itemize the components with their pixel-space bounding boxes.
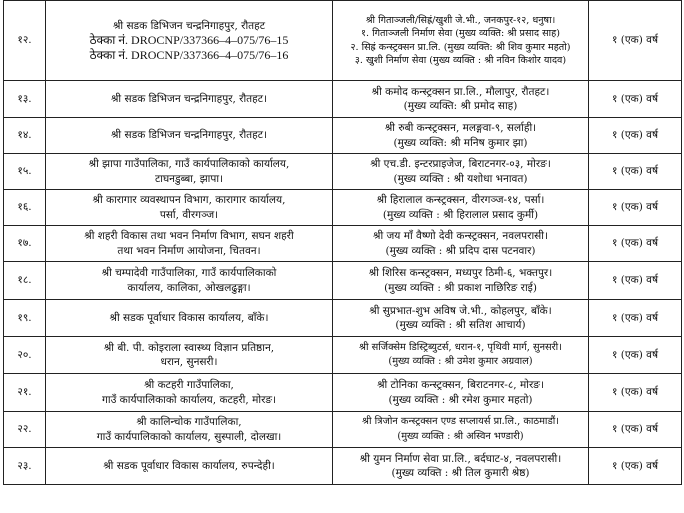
- duration-cell: १ (एक) वर्ष: [589, 412, 682, 448]
- serial-number: १४.: [4, 118, 46, 154]
- office-line: श्री सडक पूर्वाधार विकास कार्यालय, बाँके।: [109, 311, 269, 324]
- contractor-cell: [333, 226, 589, 262]
- office-line: कार्यालय, कालिका, ओखलढुङ्गा।: [127, 281, 251, 294]
- office-line: श्री कालिन्चोक गाउँपालिका,: [136, 416, 242, 428]
- office-line: श्री सडक पूर्वाधार विकास कार्यालय, रुपन्देही।: [103, 459, 275, 472]
- office-cell: [46, 448, 333, 485]
- contractor-cell: [333, 1, 589, 81]
- office-cell: [46, 81, 333, 118]
- contractor-line: श्री कमोद कन्स्ट्रक्सन प्रा.लि., मौलापुर, रौतहट।: [371, 85, 550, 98]
- serial-number: १६.: [4, 190, 46, 226]
- office-cell: [46, 374, 333, 412]
- contractor-line: श्री हिरालाल कन्स्ट्रक्सन, वीरगञ्ज-१४, पर्सा।: [376, 194, 545, 206]
- contractor-cell: [333, 118, 589, 154]
- office-line: ठेक्का नं. DROCNP/337366–4–075/76–16: [89, 47, 289, 62]
- contractor-line: श्री गिताञ्जली/सिह्रं/खुशी जे.भी., जनकपुर-१२, धनुषा।: [365, 14, 556, 26]
- contractor-line: श्री रुबी कन्स्ट्रक्सन, मलङ्गवा-९, सर्लाही।: [384, 122, 537, 134]
- office-line: श्री कारागार व्यवस्थापन विभाग, कारागार कार्यालय,: [92, 194, 286, 206]
- serial-number: १७.: [4, 226, 46, 262]
- office-line: श्री झापा गाउँपालिका, गाउँ कार्यपालिकाको कार्यालय,: [88, 158, 290, 170]
- office-cell: [46, 154, 333, 190]
- contractor-cell: [333, 81, 589, 118]
- contractor-line: श्री सुप्रभात-शुभ अविष जे.भी., कोहलपुर, बाँके।: [369, 304, 552, 317]
- contractor-line: (मुख्य व्यक्ति : श्री तिल कुमारी श्रेष्ठ): [391, 467, 530, 479]
- contractor-cell: [333, 190, 589, 226]
- table-row: [4, 412, 682, 448]
- contractor-line: श्री शिरिस कन्स्ट्रक्सन, मध्यपुर ठिमी-६, भक्तपुर।: [368, 267, 553, 279]
- serial-number: २०.: [4, 337, 46, 374]
- office-cell: [46, 337, 333, 374]
- duration-cell: १ (एक) वर्ष: [589, 300, 682, 337]
- office-cell: [46, 262, 333, 300]
- contractor-line: ३. खुशी निर्माण सेवा (मुख्य व्यक्ति : श्री नविन किशोर यादव): [354, 55, 567, 66]
- duration-cell: १ (एक) वर्ष: [589, 118, 682, 154]
- blacklist-notice-table: [3, 0, 682, 485]
- office-line: गाउँ कार्यपालिकाको कार्यालय, सुस्पाली, दोलखा।: [96, 430, 282, 443]
- contractor-line: श्री जय माँ वैष्णो देवी कन्स्ट्रक्सन, नवलपरासी।: [373, 230, 548, 242]
- contractor-line: श्री युमन निर्माण सेवा प्रा.लि., बर्दघाट-४, नवलपरासी।: [359, 452, 562, 465]
- office-cell: [46, 1, 333, 81]
- contractor-line: (मुख्य व्यक्ति: श्री प्रमोद साह): [403, 100, 518, 112]
- serial-number: २३.: [4, 448, 46, 485]
- contractor-line: श्री त्रिजोन कन्स्ट्रक्सन एण्ड सप्लायर्स प्रा.लि., काठमाडौं।: [362, 416, 559, 427]
- contractor-cell: [333, 412, 589, 448]
- serial-number: २१.: [4, 374, 46, 412]
- office-line: श्री सडक डिभिजन चन्द्रनिगाहपुर, रौतहट।: [110, 129, 268, 142]
- office-line: टाघनडुब्बा, झापा।: [154, 172, 224, 185]
- office-line: श्री बी. पी. कोइराला स्वास्थ्य विज्ञान प्रतिष्ठान,: [103, 341, 275, 354]
- office-line: श्री शहरी विकास तथा भवन निर्माण विभाग, सघन शहरी: [84, 230, 294, 242]
- contractor-line: २. सिह्रं कन्स्ट्रक्सन प्रा.लि. (मुख्य व्यक्ति: श्री शिव कुमार महतो): [350, 41, 571, 53]
- contractor-line: (मुख्य व्यक्ति : श्री उमेश कुमार अग्रवाल): [388, 356, 533, 367]
- office-cell: [46, 300, 333, 337]
- office-line: श्री कटहरी गाउँपालिका,: [144, 379, 234, 391]
- office-cell: [46, 226, 333, 262]
- table-row: [4, 118, 682, 154]
- table-row: [4, 448, 682, 485]
- serial-number: १८.: [4, 262, 46, 300]
- duration-cell: १ (एक) वर्ष: [589, 1, 682, 81]
- contractor-cell: [333, 300, 589, 337]
- office-cell: [46, 118, 333, 154]
- office-line: श्री सडक डिभिजन चन्द्रनिगाहपुर, रौतहट: [112, 19, 266, 32]
- office-line: श्री सडक डिभिजन चन्द्रनिगाहपुर, रौतहट।: [110, 92, 268, 105]
- office-line: पर्सा, वीरगञ्ज।: [159, 208, 219, 221]
- office-line: तथा भवन निर्माण आयोजना, चितवन।: [117, 244, 261, 257]
- contractor-line: श्री सर्जिक्सेम डिस्ट्रिब्युटर्स, धरान-१, पृथिवी मार्ग, सुनसरी।: [359, 341, 562, 353]
- duration-cell: १ (एक) वर्ष: [589, 190, 682, 226]
- contractor-line: (मुख्य व्यक्ति : श्री यशोधा भनावत): [393, 172, 528, 185]
- contractor-line: (मुख्य व्यक्ति : श्री सतिश आचार्य): [395, 319, 526, 331]
- duration-cell: १ (एक) वर्ष: [589, 337, 682, 374]
- office-cell: [46, 412, 333, 448]
- office-line: ठेक्का नं. DROCNP/337366–4–075/76–15: [89, 33, 289, 48]
- contractor-line: (मुख्य व्यक्ति : श्री हिरालाल प्रसाद कुर्मी): [382, 208, 539, 221]
- duration-cell: १ (एक) वर्ष: [589, 448, 682, 485]
- contractor-line: (मुख्य व्यक्ति: श्री मनिष कुमार झा): [393, 136, 528, 149]
- contractor-cell: [333, 154, 589, 190]
- contractor-cell: [333, 262, 589, 300]
- table-row: [4, 1, 682, 81]
- serial-number: १९.: [4, 300, 46, 337]
- table-row: [4, 374, 682, 412]
- contractor-line: श्री टोनिका कन्स्ट्रक्सन, बिराटनगर-८, मोरङ।: [377, 379, 544, 391]
- office-line: श्री चम्पादेवी गाउँपालिका, गाउँ कार्यपालिकाको: [101, 267, 277, 279]
- table-row: [4, 226, 682, 262]
- office-line: धरान, सुनसरी।: [160, 356, 218, 368]
- contractor-line: (मुख्य व्यक्ति : श्री प्रदिप दास पटनवार): [385, 244, 536, 257]
- table-row: [4, 81, 682, 118]
- serial-number: २२.: [4, 412, 46, 448]
- contractor-line: (मुख्य व्यक्ति : श्री अस्विन भण्डारी): [397, 430, 524, 442]
- contractor-line: श्री एच.डी. इन्टरप्राइजेज, बिराटनगर-०३, मोरङ।: [370, 158, 551, 170]
- serial-number: १५.: [4, 154, 46, 190]
- table-row: [4, 190, 682, 226]
- table-row: [4, 300, 682, 337]
- contractor-line: १. गिताञ्जली निर्माण सेवा (मुख्य व्यक्ति: श्री प्रसाद साह): [361, 28, 560, 39]
- duration-cell: १ (एक) वर्ष: [589, 226, 682, 262]
- duration-cell: १ (एक) वर्ष: [589, 81, 682, 118]
- contractor-line: (मुख्य व्यक्ति : श्री प्रकाश नाछिरिङ राई): [384, 281, 537, 294]
- contractor-cell: [333, 337, 589, 374]
- contractor-cell: [333, 448, 589, 485]
- duration-cell: १ (एक) वर्ष: [589, 262, 682, 300]
- office-cell: [46, 190, 333, 226]
- table-row: [4, 337, 682, 374]
- table-row: [4, 154, 682, 190]
- contractor-cell: [333, 374, 589, 412]
- contractor-line: (मुख्य व्यक्ति : श्री रमेश कुमार महतो): [388, 393, 533, 406]
- office-line: गाउँ कार्यपालिकाको कार्यालय, कटहरी, मोरङ।: [101, 393, 277, 406]
- serial-number: १२.: [4, 1, 46, 81]
- duration-cell: १ (एक) वर्ष: [589, 374, 682, 412]
- duration-cell: १ (एक) वर्ष: [589, 154, 682, 190]
- serial-number: १३.: [4, 81, 46, 118]
- table-row: [4, 262, 682, 300]
